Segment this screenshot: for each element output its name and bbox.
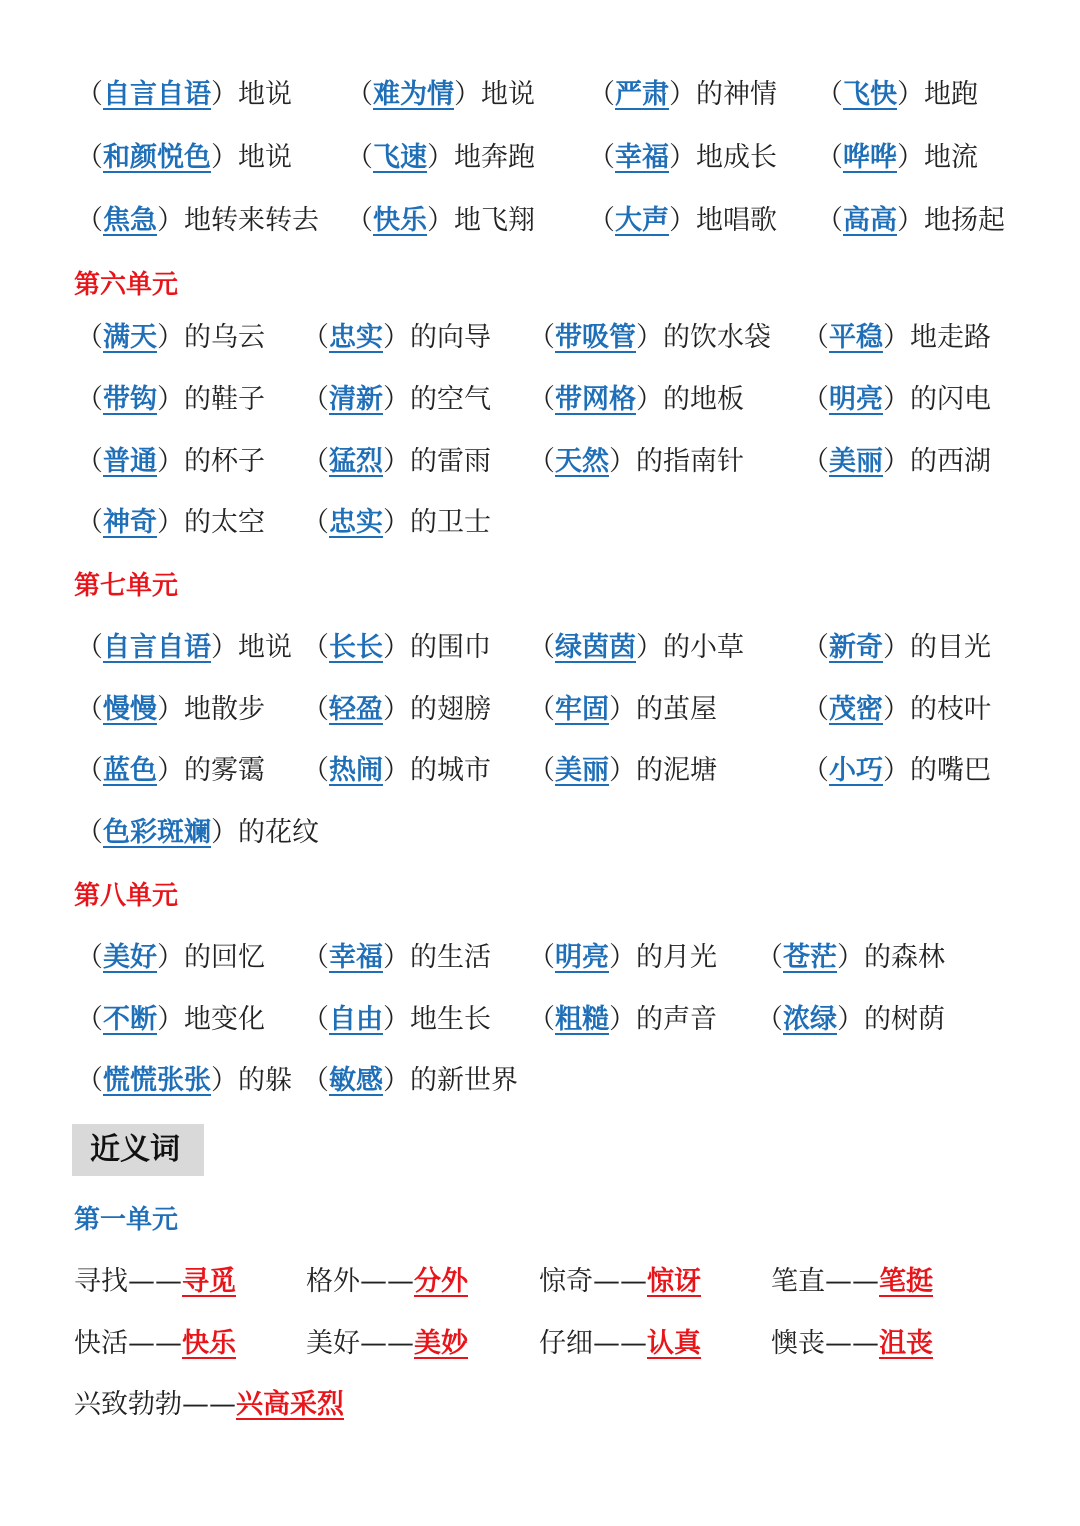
phrase-suffix: 的空气 — [410, 384, 491, 415]
phrase-item: （清新）的空气 — [302, 384, 491, 415]
phrase-item: （自言自语）地说 — [76, 79, 292, 110]
phrase-keyword: 天然 — [555, 446, 609, 477]
phrase-keyword: 满天 — [103, 322, 157, 353]
phrase-keyword: 牢固 — [555, 694, 609, 725]
phrase-item: （普通）的杯子 — [76, 446, 265, 477]
unit-heading: 第一单元 — [74, 1205, 179, 1235]
phrase-keyword: 自言自语 — [103, 632, 211, 663]
synonym-answer: 分外 — [414, 1266, 468, 1297]
phrase-keyword: 快乐 — [373, 205, 427, 236]
phrase-keyword: 敏感 — [329, 1065, 383, 1096]
phrase-item: （焦急）地转来转去 — [76, 205, 319, 236]
phrase-suffix: 的卫士 — [410, 507, 491, 538]
phrase-row — [0, 813, 1080, 853]
phrase-keyword: 新奇 — [829, 632, 883, 663]
phrase-suffix: 地奔跑 — [454, 142, 535, 173]
phrase-suffix: 的回忆 — [184, 942, 265, 973]
phrase-suffix: 地走路 — [910, 322, 991, 353]
unit-heading: 第六单元 — [74, 270, 179, 300]
synonym-dash: —— — [825, 1328, 879, 1359]
phrase-suffix: 地散步 — [184, 694, 265, 725]
phrase-item: （小巧）的嘴巴 — [802, 755, 991, 786]
phrase-item: （粗糙）的声音 — [528, 1004, 717, 1035]
phrase-item: （色彩斑斓）的花纹 — [76, 817, 319, 848]
phrase-suffix: 的泥塘 — [636, 755, 717, 786]
synonym-pair — [74, 1324, 236, 1364]
phrase-item: （带钩）的鞋子 — [76, 384, 265, 415]
phrase-suffix: 的西湖 — [910, 446, 991, 477]
phrase-row — [0, 1000, 1080, 1040]
phrase-keyword: 忠实 — [329, 507, 383, 538]
phrase-keyword: 美丽 — [829, 446, 883, 477]
phrase-suffix: 地成长 — [696, 142, 777, 173]
phrase-item: （带网格）的地板 — [528, 384, 744, 415]
phrase-suffix: 的杯子 — [184, 446, 265, 477]
phrase-item: （快乐）地飞翔 — [346, 205, 535, 236]
phrase-suffix: 地唱歌 — [696, 205, 777, 236]
phrase-item: （满天）的乌云 — [76, 322, 265, 353]
synonym-answer: 兴高采烈 — [236, 1389, 344, 1420]
phrase-suffix: 的新世界 — [410, 1065, 518, 1096]
synonym-pair — [771, 1324, 933, 1364]
phrase-item: （忠实）的卫士 — [302, 507, 491, 538]
phrase-suffix: 的月光 — [636, 942, 717, 973]
phrase-suffix: 的花纹 — [238, 817, 319, 848]
phrase-row — [0, 690, 1080, 730]
phrase-suffix: 的枝叶 — [910, 694, 991, 725]
synonym-pair — [539, 1324, 701, 1364]
synonym-answer: 笔挺 — [879, 1266, 933, 1297]
synonym-word: 仔细 — [539, 1328, 593, 1359]
phrase-item: （慢慢）地散步 — [76, 694, 265, 725]
synonym-word: 快活 — [74, 1328, 128, 1359]
phrase-row — [0, 628, 1080, 668]
phrase-item: （热闹）的城市 — [302, 755, 491, 786]
phrase-item: （神奇）的太空 — [76, 507, 265, 538]
phrase-keyword: 色彩斑斓 — [103, 817, 211, 848]
phrase-suffix: 地跑 — [924, 79, 978, 110]
synonym-answer: 认真 — [647, 1328, 701, 1359]
phrase-suffix: 地扬起 — [924, 205, 1005, 236]
phrase-suffix: 的饮水袋 — [663, 322, 771, 353]
phrase-item: （自由）地生长 — [302, 1004, 491, 1035]
synonym-dash: —— — [128, 1266, 182, 1297]
phrase-keyword: 美好 — [103, 942, 157, 973]
phrase-suffix: 的鞋子 — [184, 384, 265, 415]
phrase-keyword: 带网格 — [555, 384, 636, 415]
phrase-keyword: 小巧 — [829, 755, 883, 786]
phrase-suffix: 地飞翔 — [454, 205, 535, 236]
phrase-keyword: 大声 — [615, 205, 669, 236]
synonym-answer: 惊讶 — [647, 1266, 701, 1297]
phrase-suffix: 的乌云 — [184, 322, 265, 353]
synonym-pair — [306, 1324, 468, 1364]
phrase-keyword: 忠实 — [329, 322, 383, 353]
synonym-row — [0, 1385, 1080, 1425]
synonym-word: 寻找 — [74, 1266, 128, 1297]
phrase-keyword: 绿茵茵 — [555, 632, 636, 663]
phrase-keyword: 神奇 — [103, 507, 157, 538]
phrase-row — [0, 318, 1080, 358]
phrase-suffix: 地流 — [924, 142, 978, 173]
phrase-keyword: 平稳 — [829, 322, 883, 353]
phrase-item: （哗哗）地流 — [816, 142, 978, 173]
phrase-suffix: 的地板 — [663, 384, 744, 415]
synonym-pair — [74, 1385, 344, 1425]
phrase-item: （敏感）的新世界 — [302, 1065, 518, 1096]
phrase-suffix: 的茧屋 — [636, 694, 717, 725]
synonym-word: 格外 — [306, 1266, 360, 1297]
phrase-suffix: 的声音 — [636, 1004, 717, 1035]
phrase-keyword: 幸福 — [615, 142, 669, 173]
phrase-keyword: 长长 — [329, 632, 383, 663]
phrase-keyword: 浓绿 — [783, 1004, 837, 1035]
synonym-dash: —— — [360, 1328, 414, 1359]
phrase-keyword: 严肃 — [615, 79, 669, 110]
phrase-row — [0, 503, 1080, 543]
phrase-row — [0, 1061, 1080, 1101]
phrase-keyword: 普通 — [103, 446, 157, 477]
synonym-dash: —— — [825, 1266, 879, 1297]
synonym-dash: —— — [593, 1266, 647, 1297]
phrase-item: （新奇）的目光 — [802, 632, 991, 663]
phrase-suffix: 的神情 — [696, 79, 777, 110]
phrase-suffix: 的躲 — [238, 1065, 292, 1096]
phrase-item: （牢固）的茧屋 — [528, 694, 717, 725]
phrase-suffix: 的太空 — [184, 507, 265, 538]
phrase-item: （不断）地变化 — [76, 1004, 265, 1035]
phrase-suffix: 地说 — [481, 79, 535, 110]
phrase-suffix: 的森林 — [864, 942, 945, 973]
synonym-dash: —— — [128, 1328, 182, 1359]
synonym-word: 兴致勃勃 — [74, 1389, 182, 1420]
phrase-keyword: 美丽 — [555, 755, 609, 786]
phrase-suffix: 的生活 — [410, 942, 491, 973]
synonym-answer: 美妙 — [414, 1328, 468, 1359]
phrase-item: （高高）地扬起 — [816, 205, 1005, 236]
phrase-item: （明亮）的月光 — [528, 942, 717, 973]
phrase-keyword: 高高 — [843, 205, 897, 236]
phrase-item: （大声）地唱歌 — [588, 205, 777, 236]
phrase-keyword: 轻盈 — [329, 694, 383, 725]
phrase-suffix: 的围巾 — [410, 632, 491, 663]
phrase-keyword: 飞快 — [843, 79, 897, 110]
phrase-item: （幸福）地成长 — [588, 142, 777, 173]
phrase-suffix: 的雾霭 — [184, 755, 265, 786]
phrase-item: （和颜悦色）地说 — [76, 142, 292, 173]
phrase-keyword: 焦急 — [103, 205, 157, 236]
synonym-dash: —— — [182, 1389, 236, 1420]
synonym-pair — [306, 1262, 468, 1302]
phrase-keyword: 清新 — [329, 384, 383, 415]
synonym-dash: —— — [593, 1328, 647, 1359]
phrase-row — [0, 751, 1080, 791]
section-title: 近义词 — [90, 1132, 180, 1167]
phrase-keyword: 难为情 — [373, 79, 454, 110]
phrase-keyword: 幸福 — [329, 942, 383, 973]
phrase-suffix: 地说 — [238, 632, 292, 663]
phrase-row — [0, 380, 1080, 420]
phrase-item: （轻盈）的翅膀 — [302, 694, 491, 725]
phrase-item: （长长）的围巾 — [302, 632, 491, 663]
synonym-pair — [74, 1262, 236, 1302]
unit-heading: 第八单元 — [74, 881, 179, 911]
phrase-item: （自言自语）地说 — [76, 632, 292, 663]
phrase-suffix: 的城市 — [410, 755, 491, 786]
phrase-suffix: 地变化 — [184, 1004, 265, 1035]
phrase-suffix: 的树荫 — [864, 1004, 945, 1035]
phrase-keyword: 猛烈 — [329, 446, 383, 477]
phrase-item: （严肃）的神情 — [588, 79, 777, 110]
phrase-item: （慌慌张张）的躲 — [76, 1065, 292, 1096]
phrase-suffix: 地生长 — [410, 1004, 491, 1035]
phrase-keyword: 飞速 — [373, 142, 427, 173]
phrase-keyword: 蓝色 — [103, 755, 157, 786]
synonym-word: 懊丧 — [771, 1328, 825, 1359]
phrase-item: （忠实）的向导 — [302, 322, 491, 353]
phrase-suffix: 地说 — [238, 79, 292, 110]
phrase-row — [0, 75, 1080, 115]
synonym-answer: 快乐 — [182, 1328, 236, 1359]
phrase-keyword: 和颜悦色 — [103, 142, 211, 173]
phrase-keyword: 不断 — [103, 1004, 157, 1035]
phrase-suffix: 地说 — [238, 142, 292, 173]
phrase-item: （幸福）的生活 — [302, 942, 491, 973]
phrase-item: （猛烈）的雷雨 — [302, 446, 491, 477]
synonym-word: 笔直 — [771, 1266, 825, 1297]
synonym-row — [0, 1324, 1080, 1364]
phrase-suffix: 地转来转去 — [184, 205, 319, 236]
phrase-item: （绿茵茵）的小草 — [528, 632, 744, 663]
phrase-item: （带吸管）的饮水袋 — [528, 322, 771, 353]
phrase-suffix: 的闪电 — [910, 384, 991, 415]
phrase-row — [0, 138, 1080, 178]
synonym-word: 惊奇 — [539, 1266, 593, 1297]
phrase-suffix: 的向导 — [410, 322, 491, 353]
unit-heading: 第七单元 — [74, 571, 179, 601]
phrase-item: （美好）的回忆 — [76, 942, 265, 973]
phrase-keyword: 茂密 — [829, 694, 883, 725]
phrase-keyword: 热闹 — [329, 755, 383, 786]
phrase-keyword: 苍茫 — [783, 942, 837, 973]
phrase-keyword: 明亮 — [829, 384, 883, 415]
phrase-suffix: 的嘴巴 — [910, 755, 991, 786]
phrase-keyword: 明亮 — [555, 942, 609, 973]
phrase-keyword: 粗糙 — [555, 1004, 609, 1035]
phrase-item: （美丽）的泥塘 — [528, 755, 717, 786]
phrase-item: （难为情）地说 — [346, 79, 535, 110]
synonym-row — [0, 1262, 1080, 1302]
synonym-answer: 沮丧 — [879, 1328, 933, 1359]
phrase-keyword: 慌慌张张 — [103, 1065, 211, 1096]
phrase-suffix: 的指南针 — [636, 446, 744, 477]
phrase-keyword: 慢慢 — [103, 694, 157, 725]
phrase-item: （茂密）的枝叶 — [802, 694, 991, 725]
phrase-suffix: 的翅膀 — [410, 694, 491, 725]
phrase-item: （蓝色）的雾霭 — [76, 755, 265, 786]
phrase-keyword: 带钩 — [103, 384, 157, 415]
phrase-item: （平稳）地走路 — [802, 322, 991, 353]
phrase-item: （飞快）地跑 — [816, 79, 978, 110]
phrase-item: （明亮）的闪电 — [802, 384, 991, 415]
phrase-item: （浓绿）的树荫 — [756, 1004, 945, 1035]
phrase-item: （天然）的指南针 — [528, 446, 744, 477]
phrase-item: （飞速）地奔跑 — [346, 142, 535, 173]
section-header-synonyms — [72, 1124, 204, 1176]
phrase-keyword: 哗哗 — [843, 142, 897, 173]
phrase-keyword: 自由 — [329, 1004, 383, 1035]
phrase-row — [0, 442, 1080, 482]
phrase-item: （苍茫）的森林 — [756, 942, 945, 973]
synonym-dash: —— — [360, 1266, 414, 1297]
phrase-suffix: 的小草 — [663, 632, 744, 663]
phrase-row — [0, 201, 1080, 241]
phrase-keyword: 自言自语 — [103, 79, 211, 110]
phrase-row — [0, 938, 1080, 978]
synonym-answer: 寻觅 — [182, 1266, 236, 1297]
synonym-pair — [539, 1262, 701, 1302]
phrase-keyword: 带吸管 — [555, 322, 636, 353]
synonym-pair — [771, 1262, 933, 1302]
phrase-item: （美丽）的西湖 — [802, 446, 991, 477]
phrase-suffix: 的目光 — [910, 632, 991, 663]
phrase-suffix: 的雷雨 — [410, 446, 491, 477]
synonym-word: 美好 — [306, 1328, 360, 1359]
